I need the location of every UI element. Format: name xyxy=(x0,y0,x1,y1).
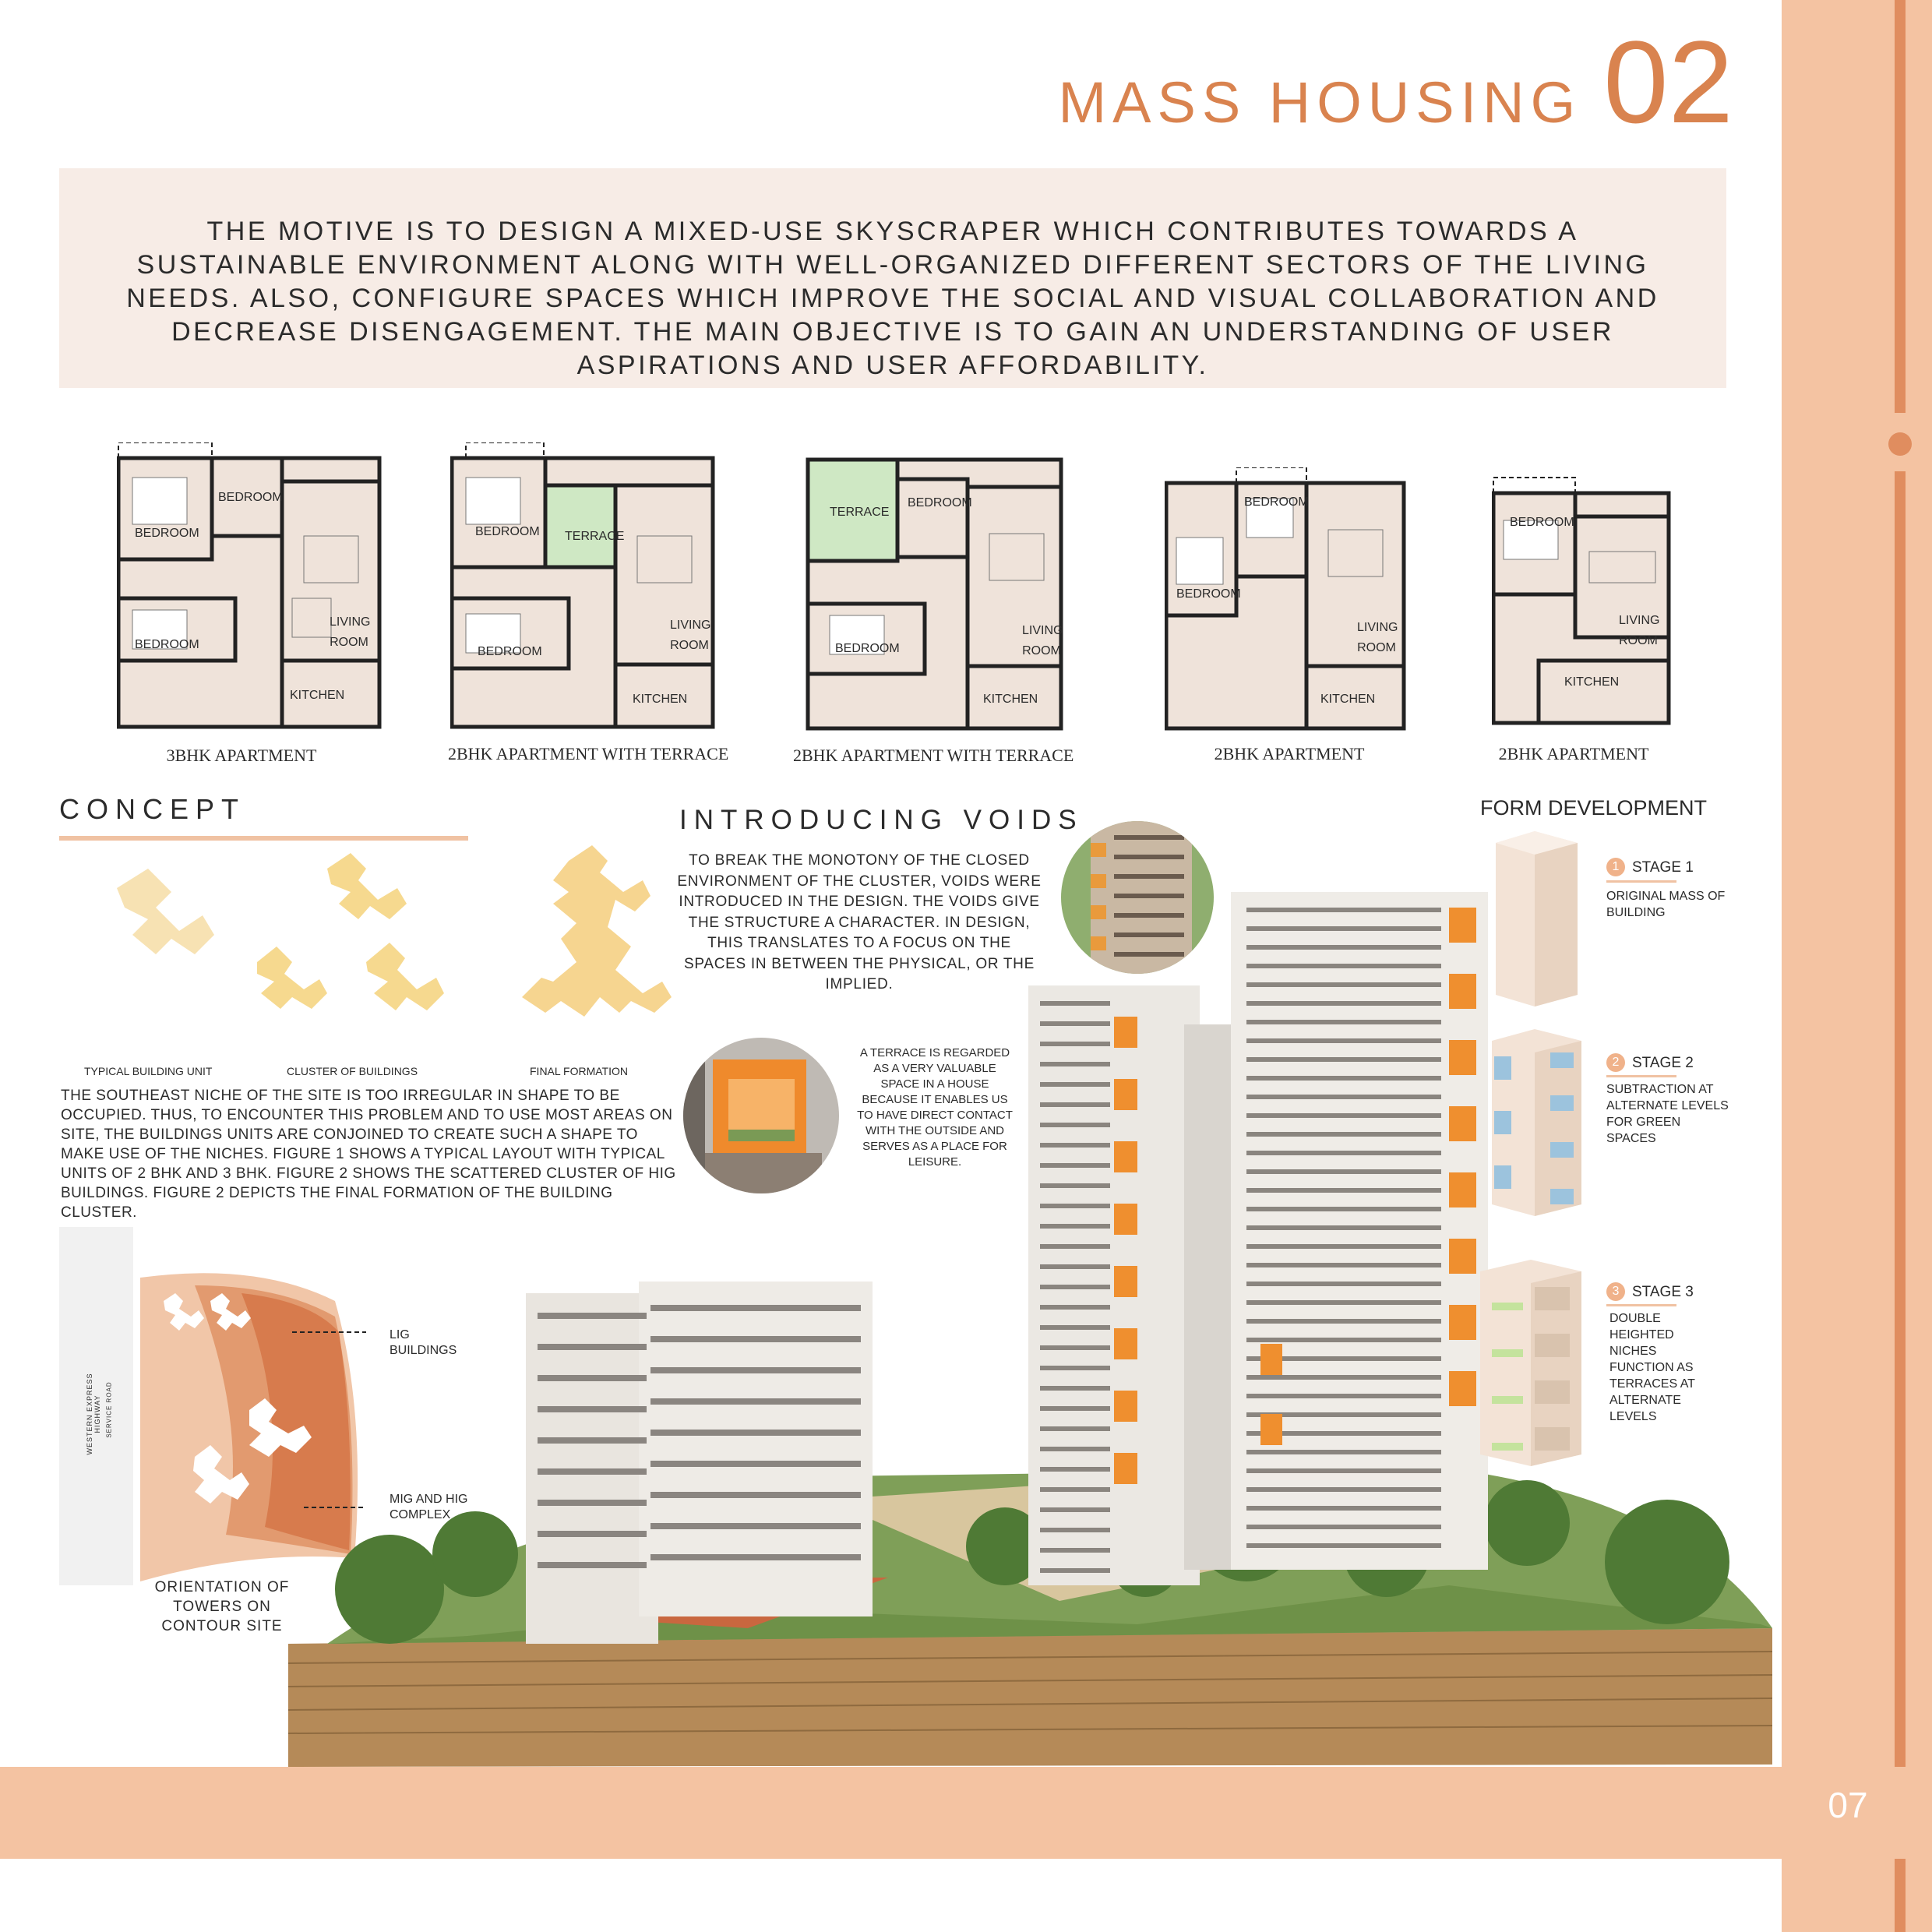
tower-floor xyxy=(1040,1285,1110,1289)
side-band xyxy=(1782,0,1932,1932)
side-dot xyxy=(1888,432,1912,456)
tower-floor xyxy=(1246,1132,1441,1137)
tower-floor xyxy=(1246,1188,1441,1193)
tower-floor xyxy=(1246,964,1441,968)
tower-floor xyxy=(1246,1038,1441,1043)
plan-caption: 2BHK APARTMENT xyxy=(1214,744,1365,763)
tower-floor xyxy=(1040,1102,1110,1107)
title-number: 02 xyxy=(1603,16,1733,147)
tower-floor xyxy=(1246,1450,1441,1454)
tower-floor xyxy=(1040,1143,1110,1148)
tower-floor xyxy=(1246,982,1441,987)
tower-floor xyxy=(1040,1163,1110,1168)
stage-number-badge: 3 xyxy=(1606,1282,1625,1301)
stage-rule xyxy=(1606,880,1676,883)
room-label: BEDROOM xyxy=(478,645,542,658)
plan-caption: 3BHK APARTMENT xyxy=(166,746,317,765)
plan-caption: 2BHK APARTMENT xyxy=(1498,744,1649,763)
tower-floor xyxy=(1040,1447,1110,1451)
room-label: LIVING ROOM xyxy=(330,615,371,649)
tower-floor xyxy=(1246,1057,1441,1062)
tower-floor xyxy=(1246,1244,1441,1249)
tower-floor xyxy=(1040,1062,1110,1066)
stage-title: STAGE 2 xyxy=(1632,1055,1694,1071)
room-label: BEDROOM xyxy=(135,527,199,540)
tower-floor xyxy=(1040,1082,1110,1087)
tower-floor xyxy=(1040,1224,1110,1229)
tower-floor xyxy=(1246,1319,1441,1324)
tower-floor xyxy=(1040,1406,1110,1411)
stage2-mass xyxy=(1488,1025,1585,1216)
room-label: KITCHEN xyxy=(1564,675,1620,689)
tower-floor xyxy=(1246,1506,1441,1511)
tower-floor xyxy=(1246,926,1441,931)
stage-desc: DOUBLE HEIGHTED NICHES FUNCTION AS TERRACES AT ALTERNATE LEVELS xyxy=(1609,1312,1695,1423)
tower-floor xyxy=(1040,1366,1110,1370)
tower-floor xyxy=(1040,1042,1110,1046)
room-label: LIVING ROOM xyxy=(1357,621,1398,654)
tower-floor xyxy=(1040,1528,1110,1532)
stage-number-badge: 1 xyxy=(1606,858,1625,876)
room-label: BEDROOM xyxy=(1176,587,1241,601)
stage-desc: ORIGINAL MASS OF BUILDING xyxy=(1606,890,1726,919)
stage-rule xyxy=(1606,1304,1676,1306)
tower-floor xyxy=(1040,1548,1110,1553)
tower-floor xyxy=(1040,1345,1110,1350)
tower-floor xyxy=(1040,1426,1110,1431)
concept-caption: FINAL FORMATION xyxy=(530,1065,628,1077)
stage-rule xyxy=(1606,1075,1676,1077)
stage-desc: SUBTRACTION AT ALTERNATE LEVELS FOR GREEN SPACES xyxy=(1606,1083,1729,1145)
stage3-mass xyxy=(1476,1256,1585,1466)
page-title xyxy=(1058,16,1734,147)
tower-floor xyxy=(1246,1095,1441,1099)
tower-floor xyxy=(1040,1264,1110,1269)
mig-label: MIG AND HIG COMPLEX xyxy=(390,1493,468,1521)
room-label: BEDROOM xyxy=(1510,516,1574,529)
title-text: MASS HOUSING xyxy=(1058,70,1582,135)
road-label: SERVICE ROAD xyxy=(105,1381,113,1438)
tower-floor xyxy=(1040,1305,1110,1310)
tower-floor xyxy=(1040,1183,1110,1188)
room-label: LIVING ROOM xyxy=(670,619,711,652)
tower-floor xyxy=(1246,945,1441,950)
tower-floor xyxy=(1246,1525,1441,1529)
page-number: 07 xyxy=(1828,1785,1868,1825)
site-caption: ORIENTATION OF TOWERS ON CONTOUR SITE xyxy=(154,1579,290,1634)
floor-plan-2bhk-terrace-a xyxy=(450,442,715,731)
terrace-note: A TERRACE IS REGARDED AS A VERY VALUABLE SPACE IN A HOUSE BECAUSE IT ENABLES US TO HAVE DIRECT CONTACT WITH THE OUTSIDE AND SERVES AS A PLACE FOR LEISURE. xyxy=(857,1046,1013,1169)
tower-floor xyxy=(1040,1325,1110,1330)
room-label: BEDROOM xyxy=(135,638,199,651)
typical-unit-shape xyxy=(117,869,214,954)
tower-floor xyxy=(1246,1543,1441,1548)
room-label: TERRACE xyxy=(565,530,625,543)
tower-floor xyxy=(1246,1468,1441,1473)
form-heading: FORM DEVELOPMENT xyxy=(1480,796,1708,820)
voids-body: TO BREAK THE MONOTONY OF THE CLOSED ENVIRONMENT OF THE CLUSTER, VOIDS WERE INTRODUCED IN THE DESIGN. THE VOIDS GIVE THE STRUCTURE A CHARACTER. IN DESIGN, THIS TRANSLATES TO A FOCUS ON THE SPACES IN BETWEEN THE PHYSICAL, OR THE IMPLIED. xyxy=(677,852,1042,992)
concept-rule xyxy=(59,836,468,841)
tower-floor xyxy=(1040,1244,1110,1249)
tower-floor xyxy=(1246,1076,1441,1081)
tower-floor xyxy=(1040,1123,1110,1127)
voids-heading: INTRODUCING VOIDS xyxy=(679,805,1084,835)
stage-number-badge: 2 xyxy=(1606,1053,1625,1072)
tower-floor xyxy=(1040,1568,1110,1573)
plan-caption: 2BHK APARTMENT WITH TERRACE xyxy=(793,746,1074,765)
tower-floor xyxy=(1246,1300,1441,1305)
tower-floor xyxy=(1246,1113,1441,1118)
tower-floor xyxy=(1246,1207,1441,1211)
tower-floor xyxy=(1040,1487,1110,1492)
tower-floor xyxy=(1246,1338,1441,1342)
room-label: BEDROOM xyxy=(908,496,972,509)
room-label: KITCHEN xyxy=(983,693,1038,706)
tower-floor xyxy=(1040,1386,1110,1391)
tower-floor xyxy=(1246,1282,1441,1286)
road-label: WESTERN EXPRESS HIGHWAY xyxy=(86,1373,101,1455)
room-label: KITCHEN xyxy=(1320,693,1376,706)
room-label: LIVING ROOM xyxy=(1619,614,1660,647)
tower-floor xyxy=(1246,1001,1441,1006)
tower-floor xyxy=(1040,1021,1110,1026)
concept-heading: CONCEPT xyxy=(59,793,246,825)
side-rule xyxy=(1895,471,1906,1932)
lig-label: LIG BUILDINGS xyxy=(390,1328,457,1357)
room-label: BEDROOM xyxy=(835,642,900,655)
tower-floor xyxy=(1246,908,1441,912)
concept-body: THE SOUTHEAST NICHE OF THE SITE IS TOO IRREGULAR IN SHAPE TO BE OCCUPIED. THUS, TO ENCOUNTER THIS PROBLEM AND TO USE MOST AREAS ON SITE, THE BUILDINGS UNITS ARE CONJOINED TO CREATE SUCH A SHAPE TO MAKE USE OF THE NICHES. FIGURE 1 SHOWS A TYPICAL LAYOUT WITH TYPICAL UNITS OF 2 BHK AND 3 BHK. FIGURE 2 SHOWS THE SCATTERED CLUSTER OF HIG BUILDINGS. FIGURE 2 DEPICTS THE FINAL FORMATION OF THE BUILDING CLUSTER. xyxy=(61,1088,676,1221)
intro-text: THE MOTIVE IS TO DESIGN A MIXED-USE SKYSCRAPER WHICH CONTRIBUTES TOWARDS A SUSTAINABLE ENVIRONMENT ALONG WITH WELL-ORGANIZED DIFFERENT SECTORS OF THE LIVING NEEDS. ALSO, CONFIGURE SPACES WHICH IMPROVE THE SOCIAL AND VISUAL COLLABORATION AND DECREASE DISENGAGEMENT. THE MAIN OBJECTIVE IS TO GAIN AN UNDERSTANDING OF USER ASPIRATIONS AND USER AFFORDABILITY. xyxy=(126,217,1659,380)
bottom-band xyxy=(0,1767,1932,1859)
stage-title: STAGE 3 xyxy=(1632,1284,1694,1300)
tower-floor xyxy=(1246,1020,1441,1024)
tower-floor xyxy=(1246,1394,1441,1398)
tower-floor xyxy=(1246,1487,1441,1492)
room-label: BEDROOM xyxy=(218,491,283,504)
tower-floor xyxy=(1246,1375,1441,1380)
tower-floor xyxy=(1246,1169,1441,1174)
side-rule xyxy=(1895,0,1906,413)
room-label: TERRACE xyxy=(830,506,890,519)
plan-caption: 2BHK APARTMENT WITH TERRACE xyxy=(448,744,729,763)
room-label: LIVING ROOM xyxy=(1022,624,1063,658)
room-label: KITCHEN xyxy=(290,689,345,702)
room-label: BEDROOM xyxy=(475,525,540,538)
tower-floor xyxy=(1040,1204,1110,1208)
tower-floor xyxy=(1040,1467,1110,1472)
room-label: KITCHEN xyxy=(633,693,688,706)
tower-floor xyxy=(1040,1507,1110,1512)
tower-floor xyxy=(1246,1263,1441,1267)
room-label: BEDROOM xyxy=(1244,495,1309,509)
stage-title: STAGE 1 xyxy=(1632,859,1694,876)
concept-caption: TYPICAL BUILDING UNIT xyxy=(84,1065,213,1077)
intro-block xyxy=(59,168,1726,388)
stage1-mass xyxy=(1488,827,1581,1007)
tower-floor xyxy=(1246,1151,1441,1155)
concept-caption: CLUSTER OF BUILDINGS xyxy=(287,1065,418,1077)
tower-floor xyxy=(1040,1001,1110,1006)
tower-floor xyxy=(1246,1225,1441,1230)
